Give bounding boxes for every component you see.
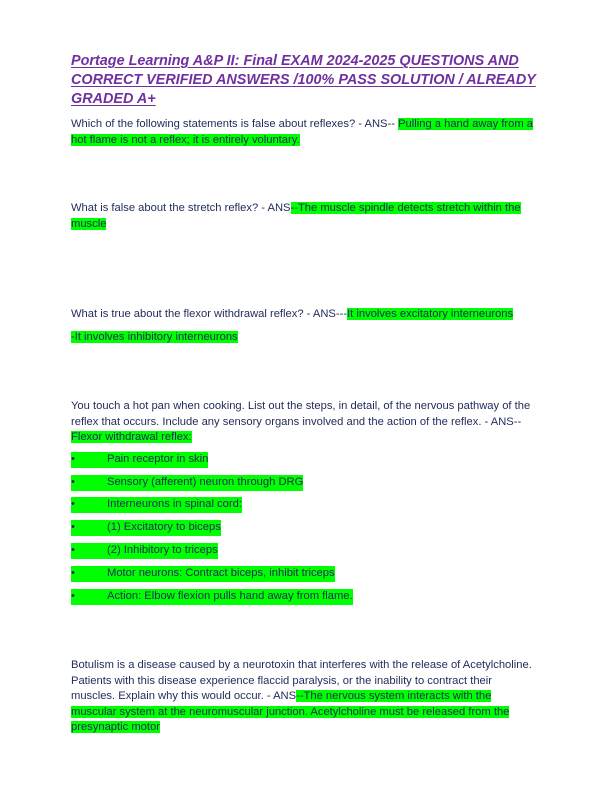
document-title: Portage Learning A&P II: Final EXAM 2024-2025 QUESTIONS AND CORRECT VERIFIED ANSWERS /100% PASS SOLUTION / ALREADY GRADED A+ xyxy=(71,53,536,107)
bullet-item xyxy=(71,475,303,491)
bullet-text: Interneurons in spinal cord: xyxy=(107,498,242,510)
question-5 xyxy=(71,658,536,736)
question-3-text: What is true about the flexor withdrawal reflex? - ANS--- xyxy=(71,308,348,320)
answer-3-line-2 xyxy=(71,330,536,346)
answer-5: --The nervous system interacts with the muscular system at the neuromuscular junction. Acetylcholine must be released from the presynaptic motor xyxy=(71,690,510,733)
question-4 xyxy=(71,399,536,446)
bullet-icon: • xyxy=(71,476,75,488)
answer-3b: -It involves inhibitory interneurons xyxy=(71,331,238,343)
answer-1: Pulling a hand away from a hot flame is not a reflex; it is entirely voluntary. xyxy=(71,118,534,146)
question-4-text: You touch a hot pan when cooking. List out the steps, in detail, of the nervous pathway of the reflex that occurs. Include any sensory organs involved and the action of the reflex. - ANS-- xyxy=(71,400,531,428)
bullet-item xyxy=(71,543,218,559)
bullet-item xyxy=(71,566,335,582)
bullet-text: Motor neurons: Contract biceps, inhibit triceps xyxy=(107,567,335,579)
bullet-text: Sensory (afferent) neuron through DRG xyxy=(107,476,304,488)
answer-2: --The muscle spindle detects stretch within the muscle xyxy=(71,202,521,230)
bullet-item xyxy=(71,452,208,468)
answer-4: Flexor withdrawal reflex: xyxy=(71,431,192,443)
answer-3: It involves excitatory interneurons xyxy=(347,308,514,320)
bullet-text: (2) Inhibitory to triceps xyxy=(107,544,218,556)
question-5-text: Botulism is a disease caused by a neurotoxin that interferes with the release of Acetylcholine. Patients with this disease experience flaccid paralysis, or the inability to contract their muscles. Explain why this would occur. - ANS xyxy=(71,659,532,702)
bullet-icon: • xyxy=(71,521,75,533)
bullet-text: (1) Excitatory to biceps xyxy=(107,521,221,533)
bullet-text: Action: Elbow flexion pulls hand away from flame. xyxy=(107,590,353,602)
bullet-text: Pain receptor in skin xyxy=(107,453,209,465)
question-3 xyxy=(71,307,536,323)
bullet-icon: • xyxy=(71,544,75,556)
bullet-item xyxy=(71,497,242,513)
bullet-item xyxy=(71,589,353,605)
bullet-icon: • xyxy=(71,498,75,510)
bullet-icon: • xyxy=(71,453,75,465)
question-2 xyxy=(71,201,536,232)
question-2-text: What is false about the stretch reflex? - ANS xyxy=(71,202,291,214)
question-1 xyxy=(71,117,536,148)
bullet-icon: • xyxy=(71,590,75,602)
bullet-icon: • xyxy=(71,567,75,579)
question-1-text: Which of the following statements is false about reflexes? - ANS-- xyxy=(71,118,399,130)
bullet-item xyxy=(71,520,221,536)
